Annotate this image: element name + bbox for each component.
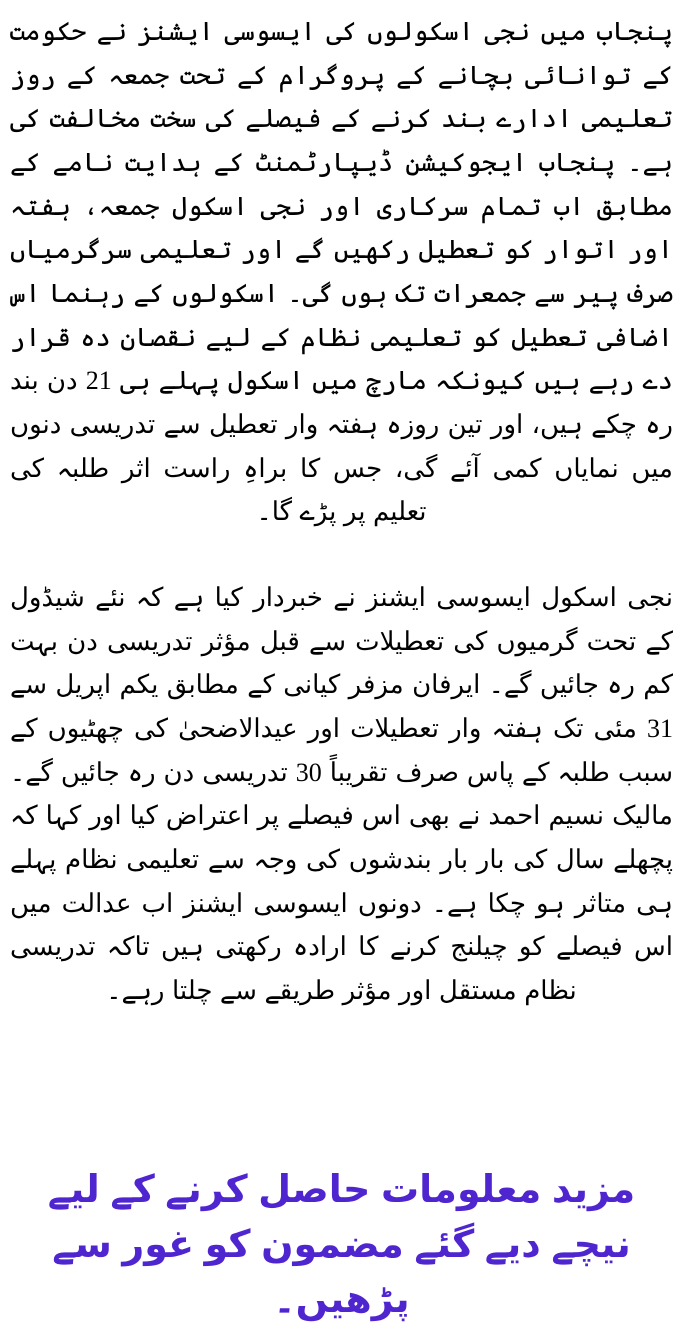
paragraph-school-closure-opposition: پنجاب میں نجی اسکولوں کی ایسوسی ایشنز نے حکومت کے توانائی بچانے کے پروگرام کے تحت جمعہ کے روز تعلیمی ادارے بند کرنے کے فیصلے کی سخت مخالفت کی ہے۔ پنجاب ایجوکیشن ڈیپارٹمنٹ کے ہدایت نامے کے مطابق اب تمام سرکاری اور نجی اسکول جمعہ، ہفتہ اور اتوار کو تعطیل رکھیں گے اور تعلیمی سرگرمیاں صرف پیر سے جمعرات تک ہوں گی۔ اسکولوں کے رہنما اس اضافی تعطیل کو تعلیمی نظام کے لیے نقصان دہ قرار دے رہے ہیں کیونکہ مارچ میں اسکول پہلے ہی 21 دن بند رہ چکے ہیں، اور تین روزہ ہفتہ وار تعطیل سے تدریسی دنوں میں نمایاں کمی آئے گی، جس کا براہِ راست اثر طلبہ کی تعلیم پر پڑے گا۔: [10, 17, 674, 527]
article-body: [10, 10, 673, 1013]
footer-heading: مزید معلومات حاصل کرنے کے لیے نیچے دیے گئے مضمون کو غور سے پڑھیں۔: [47, 1168, 636, 1321]
paragraph-associations-warning: نجی اسکول ایسوسی ایشنز نے خبردار کیا ہے کہ نئے شیڈول کے تحت گرمیوں کی تعطیلات سے قبل مؤثر تدریسی دن بہت کم رہ جائیں گے۔ ایرفان مزفر کیانی کے مطابق یکم اپریل سے 31 مئی تک ہفتہ وار تعطیلات اور عیدالاضحیٰ کی چھٹیوں کے سبب طلبہ کے پاس صرف تقریباً 30 تدریسی دن رہ جائیں گے۔ مالیک نسیم احمد نے بھی اس فیصلے پر اعتراض کیا اور کہا کہ پچھلے سال کی بار بار بندشوں کی وجہ سے تعلیمی نظام پہلے ہی متاثر ہو چکا ہے۔ دونوں ایسوسی ایشنز اب عدالت میں اس فیصلے کو چیلنج کرنے کا ارادہ رکھتی ہیں تاکہ تدریسی نظام مستقل اور مؤثر طریقے سے چلتا رہے۔: [10, 583, 674, 1006]
